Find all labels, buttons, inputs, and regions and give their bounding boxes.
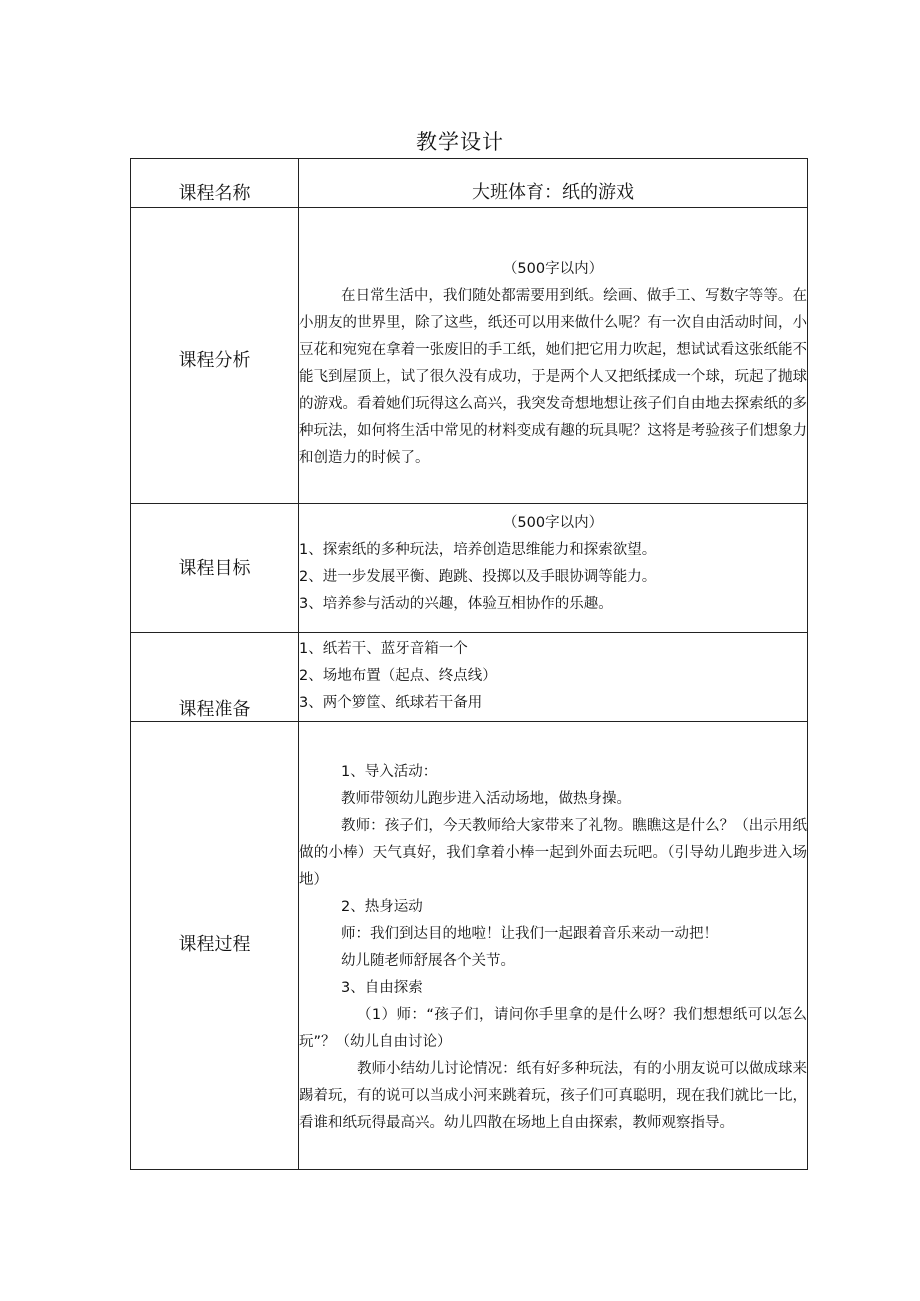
- row-course-analysis: [131, 208, 808, 504]
- label-cell-course-analysis: [131, 208, 299, 504]
- course-process-content: [299, 722, 808, 1170]
- row-course-goals: [131, 504, 808, 633]
- course-name-value: 大班体育：纸的游戏: [299, 159, 808, 208]
- process-step1-a: 教师带领幼儿跑步进入活动场地，做热身操。: [341, 791, 631, 807]
- prep-item: 1、纸若干、蓝牙音箱一个: [299, 641, 468, 657]
- label-cell-course-name: [131, 159, 299, 208]
- analysis-word-limit-note: （500字以内）: [502, 261, 604, 277]
- course-process-label: 课程过程: [178, 934, 251, 955]
- row-course-name: [131, 159, 808, 208]
- row-course-prep: [131, 633, 808, 722]
- course-analysis-label: 课程分析: [178, 350, 251, 371]
- analysis-text: 在日常生活中，我们随处都需要用到纸。绘画、做手工、写数字等等。在小朋友的世界里，除了这些，纸还可以用来做什么呢？有一次自由活动时间，小豆花和宛宛在拿着一张废旧的手工纸，她们把它用力吹起，想试试看这张纸能不能飞到屋顶上，试了很久没有成功，于是两个人又把纸揉成一个球，玩起了抛球的游戏。看着她们玩得这么高兴，我突发奇想地想让孩子们自由地去探索纸的多种玩法，如何将生活中常见的材料变成有趣的玩具呢？这将是考验孩子们想象力和创造力的时候了。: [299, 288, 807, 466]
- goals-word-limit-note: （500字以内）: [502, 515, 604, 531]
- lesson-design-table: [130, 158, 808, 1170]
- process-step2-b: 幼儿随老师舒展各个关节。: [341, 953, 515, 969]
- label-cell-course-prep: [131, 633, 299, 722]
- process-step3-question: （1）师：“孩子们，请问你手里拿的是什么呀？我们想想纸可以怎么玩”？（幼儿自由讨论）: [299, 1007, 807, 1050]
- prep-item: 3、两个箩筐、纸球若干备用: [299, 695, 483, 711]
- row-course-process: [131, 722, 808, 1170]
- process-step3-summary: 教师小结幼儿讨论情况：纸有好多种玩法，有的小朋友说可以做成球来踢着玩，有的说可以当成小河来跳着玩，孩子们可真聪明，现在我们就比一比，看谁和纸玩得最高兴。幼儿四散在场地上自由探索，教师观察指导。: [299, 1061, 807, 1131]
- course-prep-content: [299, 633, 808, 722]
- process-step1-title: 1、导入活动：: [341, 764, 438, 780]
- course-prep-label: 课程准备: [178, 699, 251, 720]
- document-title: 教学设计: [416, 130, 504, 154]
- process-step2-title: 2、热身运动: [341, 899, 423, 915]
- process-step3-title: 3、自由探索: [341, 980, 423, 996]
- process-step1-b: 教师：孩子们，今天教师给大家带来了礼物。瞧瞧这是什么？（出示用纸做的小棒）天气真好，我们拿着小棒一起到外面去玩吧。（引导幼儿跑步进入场地）: [299, 818, 807, 888]
- goal-item: 2、进一步发展平衡、跑跳、投掷以及手眼协调等能力。: [299, 569, 657, 585]
- course-goals-label: 课程目标: [178, 558, 251, 579]
- goal-item: 3、培养参与活动的兴趣，体验互相协作的乐趣。: [299, 596, 613, 612]
- prep-item: 2、场地布置（起点、终点线）: [299, 668, 497, 684]
- label-cell-course-goals: [131, 504, 299, 633]
- course-analysis-content: [299, 208, 808, 504]
- goal-item: 1、探索纸的多种玩法，培养创造思维能力和探索欲望。: [299, 542, 657, 558]
- course-goals-content: [299, 504, 808, 633]
- label-cell-course-process: [131, 722, 299, 1170]
- course-name-label: 课程名称: [178, 183, 251, 204]
- process-step2-a: 师：我们到达目的地啦！让我们一起跟着音乐来动一动把！: [341, 926, 718, 942]
